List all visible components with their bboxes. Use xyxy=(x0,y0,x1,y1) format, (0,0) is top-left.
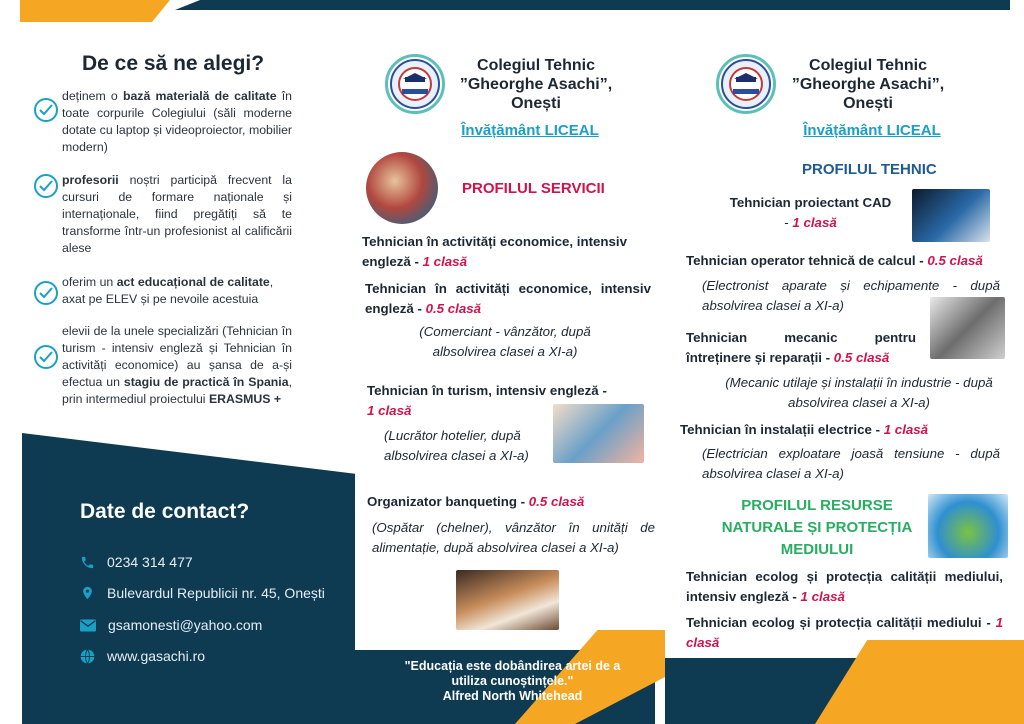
mid-item-1: Tehnician în activități economice, intensiv engleză - 1 clasă xyxy=(362,234,628,269)
resurse-line-3: MEDIULUI xyxy=(780,541,854,558)
right-note-2: (Electronist aparate și echipamente - după absolvirea clasei a XI-a) xyxy=(702,278,1000,313)
why-text-part: elevii de la unele specializări (Tehnician în turism - intensiv engleză și Tehnician în activități economice) au șansa de a-și efectua un xyxy=(62,324,292,389)
right-item-3: Tehnician mecanic pentru întreținere și reparații - 0.5 clasă xyxy=(686,330,916,365)
contact-web[interactable] xyxy=(80,648,205,664)
why-text-part: oferim un xyxy=(62,275,117,289)
quote-line: "Educația este dobândirea artei de a utiliza cunoștințele." xyxy=(404,659,621,688)
resurse-line-1: PROFILUL RESURSE xyxy=(741,497,893,514)
check-icon xyxy=(34,98,58,122)
cad-photo xyxy=(912,189,990,242)
right-item-2: Tehnician operator tehnică de calcul - 0.5 clasă xyxy=(686,253,983,268)
why-text-part: act educațional de calitate xyxy=(116,275,270,289)
school-line-2: ”Gheorghe Asachi”, xyxy=(459,76,613,93)
contact-address xyxy=(80,585,325,601)
web-text[interactable]: www.gasachi.ro xyxy=(107,648,206,664)
top-orange-shape xyxy=(20,0,170,22)
top-navy-strip xyxy=(175,0,1010,10)
contact-phone xyxy=(80,554,193,570)
phone-text: 0234 314 477 xyxy=(107,554,193,570)
contact-panel xyxy=(22,433,355,724)
mid-note-3: (Lucrător hotelier, după albsolvirea clasei a XI-a) xyxy=(384,428,529,463)
school-line-1: Colegiul Tehnic xyxy=(477,57,595,74)
why-text-part: ERASMUS + xyxy=(208,392,282,406)
environment-photo xyxy=(928,494,1008,558)
school-line-1: Colegiul Tehnic xyxy=(809,57,927,74)
school-name xyxy=(446,56,626,113)
email-icon xyxy=(80,619,96,632)
school-line-2: ”Gheorghe Asachi”, xyxy=(791,76,945,93)
mid-note-4: (Ospătar (chelner), vânzător în unități de alimentație, după absolvirea clasei a XI-a) xyxy=(372,520,655,555)
contact-email[interactable] xyxy=(80,617,262,633)
phone-icon xyxy=(80,555,95,570)
why-item-3 xyxy=(62,274,292,308)
why-text-part: deținem o xyxy=(62,89,123,103)
mid-item-3: Tehnician în turism, intensiv engleză - 1 clasă xyxy=(367,383,607,418)
why-text-part: , prin intermediul proiectului xyxy=(62,375,292,406)
why-choose-us-title: De ce să ne alegi? xyxy=(82,52,265,75)
why-item-1 xyxy=(62,88,292,156)
mechanic-photo xyxy=(930,297,1005,359)
school-line-3: Onești xyxy=(511,95,561,112)
why-text-part: profesorii xyxy=(62,173,119,187)
location-pin-icon xyxy=(80,585,95,601)
right-item-5: Tehnician ecolog și protecția calității mediului, intensiv engleză - 1 clasă xyxy=(686,569,1003,604)
school-logo xyxy=(716,54,776,114)
mid-note-2: (Comerciant - vânzător, după albsolvirea clasei a XI-a) xyxy=(419,324,591,359)
school-name-right xyxy=(778,56,958,113)
profile-resurse-title xyxy=(712,495,922,561)
globe-icon xyxy=(80,649,95,664)
right-note-3: (Mecanic utilaje și instalații în industrie - după absolvirea clasei a XI-a) xyxy=(725,375,993,410)
why-text-part: noștri participă frecvent la cursuri de formare naționale și internaționale, fiind pregătiți să te transforme într-un profesionist al calificării alese xyxy=(62,173,292,255)
right-item-4: Tehnician în instalații electrice - 1 clasă xyxy=(680,422,929,437)
right-item-6: Tehnician ecolog și protecția calității mediului - 1 clasă xyxy=(686,615,1003,650)
address-text: Bulevardul Republicii nr. 45, Onești xyxy=(107,585,325,601)
contact-title: Date de contact? xyxy=(80,500,250,523)
profile-tehnic-title: PROFILUL TEHNIC xyxy=(802,161,937,178)
mid-item-2: Tehnician în activități economice, intensiv engleză - 0.5 clasă xyxy=(365,281,651,316)
quote-author: Alfred North Whitehead xyxy=(442,689,583,703)
liceal-heading-right: Învățământ LICEAL xyxy=(803,122,941,139)
email-text[interactable]: gsamonesti@yahoo.com xyxy=(108,617,263,633)
why-text-part: în toate corpurile Colegiului (săli moderne dotate cu laptop și videoproiector, mobilier modern) xyxy=(62,89,292,154)
why-item-2 xyxy=(62,172,292,257)
services-photo xyxy=(366,152,438,224)
mid-item-4: Organizator banqueting - 0.5 clasă xyxy=(367,494,585,509)
right-item-1: Tehnician proiectant CAD - 1 clasă xyxy=(729,195,892,230)
quote-text xyxy=(395,659,630,704)
check-icon xyxy=(34,281,58,305)
right-note-4: (Electrician exploatare joasă tensiune - după absolvirea clasei a XI-a) xyxy=(702,446,1000,481)
school-logo xyxy=(385,54,445,114)
why-text-part: , axat pe ELEV și pe nevoile acestuia xyxy=(62,275,274,306)
resurse-line-2: NATURALE ȘI PROTECȚIA xyxy=(721,519,913,536)
school-line-3: Onești xyxy=(843,95,893,112)
tourism-photo xyxy=(553,404,644,463)
check-icon xyxy=(34,174,58,198)
why-text-part: bază materială de calitate xyxy=(122,89,277,103)
why-text-part: stagiu de practică în Spania xyxy=(123,375,289,389)
banqueting-photo xyxy=(456,570,559,630)
profile-services-title: PROFILUL SERVICII xyxy=(462,180,605,197)
check-icon xyxy=(34,345,58,369)
why-item-4 xyxy=(62,323,292,408)
liceal-heading: Învățământ LICEAL xyxy=(461,122,599,139)
